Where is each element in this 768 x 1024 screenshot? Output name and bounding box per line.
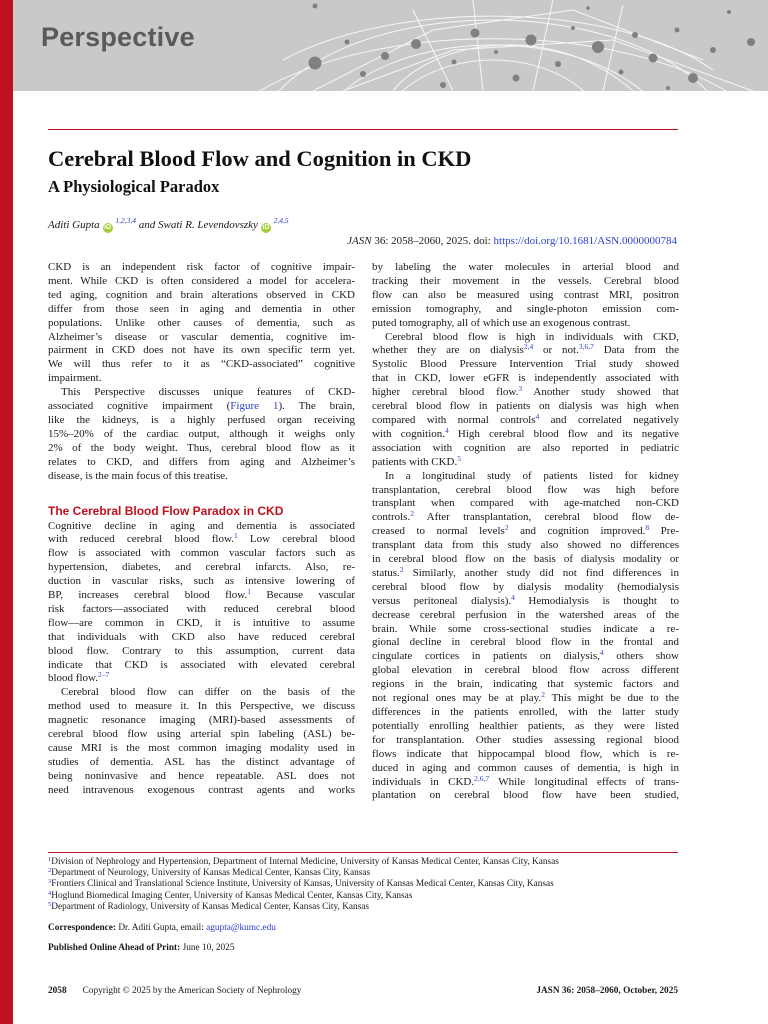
body-text-line: duced in aging and common causes of dementia, is high in <box>372 761 679 774</box>
body-text-line: versus peritoneal dialysis).$^4$ Hemodialysis is thought to <box>372 592 679 607</box>
affiliation-number: 5 <box>48 900 52 908</box>
body-text-line: regions in the brain, indicating that systemic factors and <box>372 678 679 691</box>
body-text-line: gional decline in cerebral blood flow in the frontal and <box>372 636 679 649</box>
body-text-line: tracking their movement in the vessels. Cerebral blood <box>372 274 679 287</box>
body-text-line: CKD is an independent risk factor of cognitive impair- <box>48 261 355 273</box>
citation-line <box>347 235 677 247</box>
reference-citation[interactable]: 2 <box>504 523 509 533</box>
body-text-line: cerebral blood flow in patients on dialysis was high when <box>372 400 679 413</box>
body-text-line: populations. Unlike other causes of dementia, such as <box>48 316 355 329</box>
affiliation-number: 1 <box>48 856 52 863</box>
body-text-line: that individuals with CKD also have reduced cerebral <box>48 630 355 643</box>
affiliation-entry <box>48 857 678 868</box>
body-text-line: differ from those seen in aging and dementia in other <box>48 302 355 315</box>
body-text-line: In a longitudinal study of patients listed for kidney <box>385 469 679 482</box>
body-text-line: transplant when compared with age-matched non-CKD <box>372 497 679 510</box>
reference-citation[interactable]: 4 <box>599 648 604 658</box>
body-text-line: method used to measure it. In this Perspective, we discuss <box>48 700 355 713</box>
body-text-line: ted aging, cognition and brain alterations observed in CKD <box>48 288 355 301</box>
body-text-line: 2% of the body weight. Thus, cerebral blood flow as it <box>48 441 355 454</box>
body-text-line: flow can also be measured using contrast MRI, positron <box>372 288 679 301</box>
published-label: Published Online Ahead of Print: <box>48 943 181 953</box>
author-affiliation-refs[interactable]: 2,4,5 <box>273 216 289 225</box>
reference-citation[interactable]: 4 <box>535 411 540 421</box>
body-text-line: brain. While some cross-sectional studies indicate a re- <box>372 622 679 635</box>
body-text-line: risk factors—associated with reduced cerebral blood <box>48 602 355 615</box>
body-text-line: individuals in CKD.$^{2,6,7}$ While longitudinal effects of trans- <box>372 773 679 788</box>
figure-link[interactable]: Figure 1 <box>230 400 279 413</box>
body-text-line: flow—are common in CKD, it is intuitive to assume <box>48 616 355 629</box>
body-text-line: hypertension, diabetes, and cerebral infarcts. Also, re- <box>48 561 355 574</box>
body-text-line: disease, is the main focus of this treatise. <box>48 469 228 482</box>
correspondence <box>48 923 276 933</box>
body-text-line: with reduced cerebral blood flow.$^1$ Low cerebral blood <box>48 531 355 546</box>
journal-issue-info: JASN 36: 2058–2060, October, 2025 <box>536 986 678 996</box>
author-name[interactable]: Swati R. Levendovszky <box>158 219 258 231</box>
body-text-line: higher cerebral blood flow.$^3$ Another study showed that <box>372 384 679 399</box>
body-text-line: transplantation, cerebral blood flow was high before <box>372 483 679 496</box>
affiliation-text: Department of Neurology, University of Kansas Medical Center, Kansas City, Kansas <box>51 868 371 879</box>
author-affiliation-refs[interactable]: 1,2,3,4 <box>115 216 137 225</box>
page-number: 2058 <box>48 986 67 996</box>
affiliation-entry <box>48 891 678 902</box>
doi-link[interactable]: https://doi.org/10.1681/ASN.0000000784 <box>493 235 677 247</box>
article-title: Cerebral Blood Flow and Cognition in CKD <box>48 146 472 171</box>
body-text-line: cerebral blood flow using arterial spin labeling (ASL) be- <box>48 728 355 741</box>
body-text-line: ment. While CKD is often considered a model for accelera- <box>48 274 355 287</box>
reference-citation[interactable]: 4 <box>445 425 449 435</box>
reference-citation[interactable]: 5 <box>457 453 461 463</box>
body-text-line: by labeling the water molecules in arterial blood and <box>372 261 679 273</box>
reference-citation[interactable]: 4 <box>511 592 515 602</box>
body-text-line: need intravenous exogenous contrast agents and works <box>48 783 355 796</box>
correspondence-label: Correspondence: <box>48 923 116 933</box>
body-text-line: blood flow. Contrary to this assumption, current data <box>48 644 355 657</box>
body-text-line: associated cognitive impairment (Figure 1). The brain, <box>48 400 355 413</box>
body-text-line: decrease cerebral perfusion in the watershed areas of the <box>372 608 679 621</box>
header-band <box>13 0 768 91</box>
body-text-line: duction in vascular risks, such as intensive lowering of <box>48 575 355 588</box>
body-text-line: BP, increases cerebral blood flow.$^1$ Because vascular <box>48 587 356 602</box>
affiliation-text: Division of Nephrology and Hypertension, Department of Internal Medicine, University of Kansas Medical Center, Kansas City, Kansas <box>51 857 559 867</box>
journal-name: JASN <box>347 235 372 247</box>
body-text-line: for transplantation. Other studies assessing regional blood <box>372 733 679 746</box>
body-text-line: potentially enrolling healthier patients, as they were listed <box>372 719 679 732</box>
body-text-line: transplant data from this study also showed no differences <box>372 539 679 552</box>
body-text-line: This Perspective discusses unique features of CKD- <box>61 386 355 399</box>
body-column-right <box>372 261 679 803</box>
reference-citation[interactable]: 1 <box>247 587 252 597</box>
body-text-line: with cognition.$^4$ High cerebral blood flow and its negative <box>372 425 679 440</box>
body-text-line: indicate that CKD is associated with elevated cerebral <box>48 658 355 671</box>
body-text-line: whether they are on dialysis$^{2,4}$ or not.$^{3,6,7}$ Data from the <box>372 342 679 357</box>
body-text-line: Systolic Blood Pressure Intervention Trial study showed <box>372 358 679 371</box>
reference-citation[interactable]: 2,4 <box>523 342 534 352</box>
reference-citation[interactable]: 2,6,7 <box>474 773 490 783</box>
body-text-line: controls.$^2$ After transplantation, cerebral blood flow de- <box>372 509 679 524</box>
orcid-icon[interactable]: iD <box>104 224 112 231</box>
affiliation-text: Frontiers Clinical and Translational Science Institute, University of Kansas, University of Kansas Medical Center, Kansas City, Kansas <box>51 879 554 890</box>
body-text-line: status.$^2$ Similarly, another study did not find differences in <box>372 564 679 579</box>
author-name[interactable]: Aditi Gupta <box>48 219 100 231</box>
affiliation-entry <box>48 868 678 879</box>
body-text-line: magnetic resonance imaging (MRI)-based assessments of <box>48 714 355 727</box>
article-subtitle: A Physiological Paradox <box>48 177 220 196</box>
section-heading: The Cerebral Blood Flow Paradox in CKD <box>48 503 284 518</box>
body-text-line: that in CKD, lower eGFR is independently associated with <box>372 372 679 385</box>
body-text-line: flows indicate that hippocampal blood flow, which is re- <box>372 747 679 760</box>
body-text-line: We will thus refer to it as “CKD-associated” cognitive <box>48 358 355 371</box>
email-link[interactable]: agupta@kumc.edu <box>206 923 276 933</box>
body-text-line: plantation on cerebral blood flow have been studied, <box>372 789 679 802</box>
reference-citation[interactable]: 2 <box>410 509 414 519</box>
body-text-line: global elevation in cerebral blood flow across different <box>372 664 679 677</box>
title-top-rule <box>48 129 678 130</box>
page-footer-left <box>48 986 301 996</box>
left-accent-bar <box>0 0 13 1024</box>
body-text-line: studies of dementia. ASL has the distinct advantage of <box>48 755 355 768</box>
body-text-line: cingulate cortices in patients on dialysis,$^4$ others show <box>372 648 679 663</box>
body-text-line: like the kidneys, is a highly perfused organ receiving <box>48 413 355 426</box>
body-text-line: cerebral blood flow by dialysis modality (hemodialysis <box>372 580 679 593</box>
reference-citation[interactable]: 2 <box>541 690 545 700</box>
body-text-line: relates to CKD, and differs from aging and Alzheimer’s <box>48 455 355 468</box>
orcid-icon[interactable]: iD <box>262 224 270 231</box>
body-text-line: Cerebral blood flow is high in individuals with CKD, <box>385 330 679 343</box>
affiliation-entry <box>48 879 678 890</box>
body-text-line: differences in the patients enrolled, with the latter study <box>372 706 679 718</box>
reference-citation[interactable]: 3 <box>518 384 523 394</box>
body-text-line: impairment. <box>48 372 102 385</box>
affiliation-number: 4 <box>48 889 52 897</box>
body-text-line: in cerebral blood flow on the basis of dialysis modality or <box>372 553 679 566</box>
affiliations-rule <box>48 852 678 853</box>
body-text-line: 15%–20% of the cardiac output, although it weighs only <box>48 427 355 440</box>
body-text-line: being noninvasive and hence repeatable. ASL does not <box>48 769 355 782</box>
section-label: Perspective <box>41 22 195 52</box>
copyright-notice: Copyright © 2025 by the American Society of Nephrology <box>82 986 302 996</box>
author-line <box>48 216 289 233</box>
body-text-line: patients with CKD.$^5$ <box>372 453 461 468</box>
reference-citation[interactable]: 3,6,7 <box>578 342 594 352</box>
body-text-line: cause MRI is the most common imaging modality used in <box>48 742 355 754</box>
affiliation-number: 3 <box>48 878 52 886</box>
body-column-left <box>48 261 355 798</box>
affiliation-text: Department of Radiology, University of Kansas Medical Center, Kansas City, Kansas <box>51 901 370 912</box>
body-text-line: emission tomography, and single-photon emission com- <box>372 302 679 315</box>
body-text-line: Cognitive decline in aging and dementia is associated <box>48 519 355 532</box>
affiliation-entry <box>48 902 678 913</box>
published-date-value: June 10, 2025 <box>180 943 235 953</box>
affiliation-number: 2 <box>48 867 52 875</box>
correspondence-text: Dr. Aditi Gupta, email: <box>116 923 207 933</box>
published-date <box>48 943 234 953</box>
reference-citation[interactable]: 1 <box>233 531 238 541</box>
body-text-line: not regional ones may be at play.$^2$ This might be due to the <box>372 690 679 705</box>
author-joiner: and <box>138 219 156 231</box>
body-text-line: flow is associated with common vascular factors such as <box>48 547 355 560</box>
body-text-line: creased to normal levels$^2$ and cognition improved.$^8$ Pre- <box>372 523 679 538</box>
body-text-line: Alzheimer’s disease or vascular dementia, cognitive im- <box>48 330 355 343</box>
reference-citation[interactable]: 8 <box>645 523 650 533</box>
reference-citation[interactable]: 2–7 <box>98 670 110 680</box>
body-text-line: puted tomography, all of which use an exogenous contrast. <box>372 316 631 329</box>
body-text-line: compared with normal controls$^4$ and correlated negatively <box>372 411 679 426</box>
affiliations <box>48 857 678 913</box>
body-text-line: pairment in CKD does not have its own specific term yet. <box>48 344 355 357</box>
affiliation-text: Hoglund Biomedical Imaging Center, University of Kansas Medical Center, Kansas City, Kansas <box>51 890 413 901</box>
body-text-line: association with cognition are also reported in pediatric <box>372 441 679 454</box>
reference-citation[interactable]: 2 <box>399 564 404 574</box>
citation-detail: 36: 2058–2060, 2025. doi: <box>371 235 494 247</box>
body-text-line: blood flow.$^{2-7}$ <box>48 670 110 685</box>
body-text-line: Cerebral blood flow can differ on the basis of the <box>61 686 355 699</box>
